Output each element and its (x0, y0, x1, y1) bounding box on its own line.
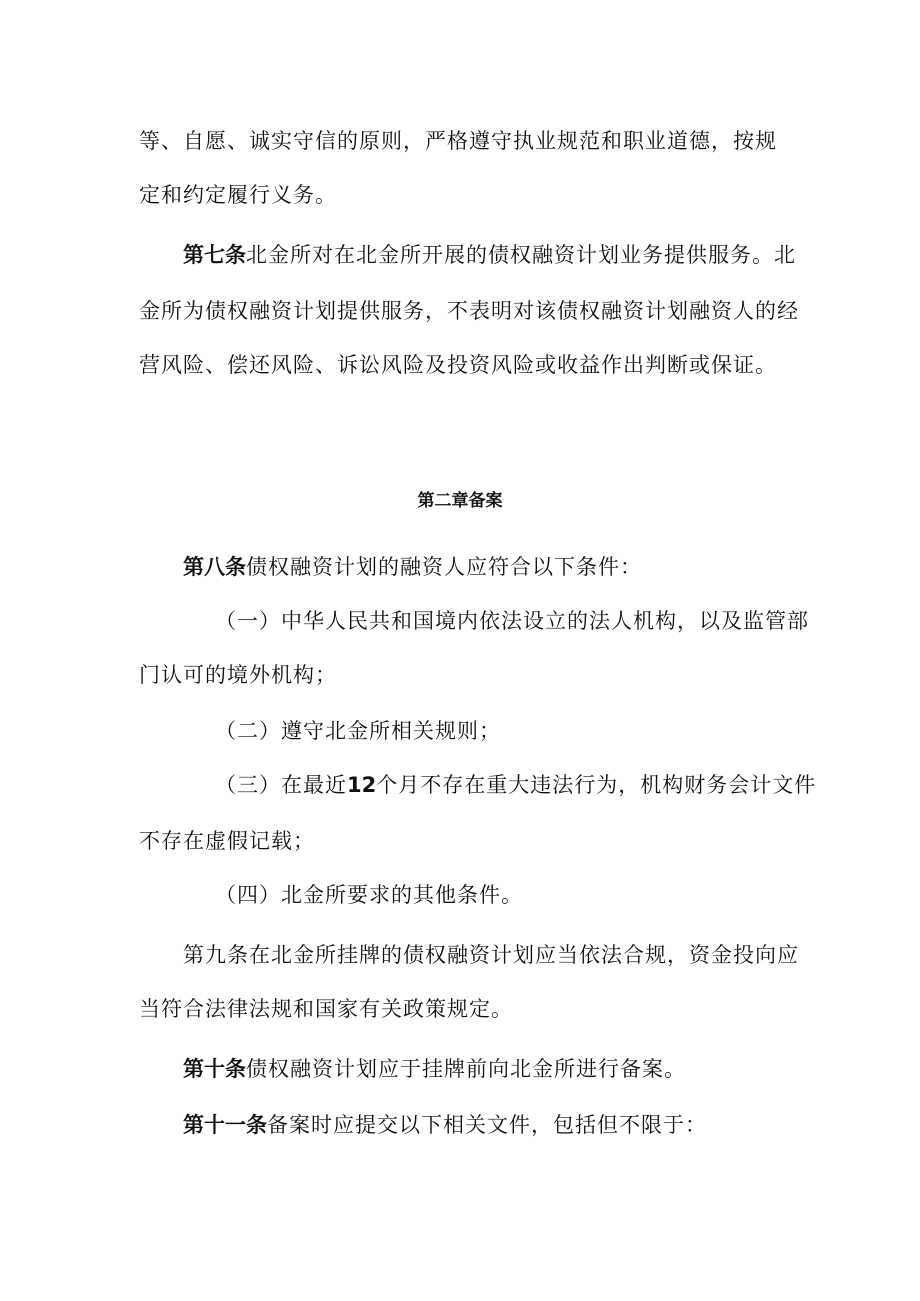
article-10 (183, 1054, 833, 1084)
paragraph-line: 营风险、偿还风险、诉讼风险及投资风险或收益作出判断或保证。 (139, 353, 777, 377)
condition-4: （四）北金所要求的其他条件。 (215, 883, 523, 907)
condition-3-line: 不存在虚假记载； (139, 829, 315, 853)
condition-3-line (215, 770, 865, 800)
article-8 (183, 552, 833, 582)
condition-3-pre: （三）在最近 (215, 773, 347, 797)
condition-3-number: 12 (347, 773, 377, 797)
article-7-label: 第七条 (183, 243, 246, 267)
paragraph-line: 等、自愿、诚实守信的原则，严格遵守执业规范和职业道德，按规 (139, 129, 777, 153)
paragraph-line: 定和约定履行义务。 (139, 183, 337, 207)
condition-1-line: 门认可的境外机构； (139, 663, 337, 687)
article-8-label: 第八条 (183, 555, 246, 579)
paragraph-line: 金所为债权融资计划提供服务，不表明对该债权融资计划融资人的经 (139, 299, 799, 323)
article-10-label: 第十条 (183, 1057, 246, 1081)
article-8-text: 债权融资计划的融资人应符合以下条件： (246, 555, 642, 579)
article-11-label: 第十一条 (183, 1113, 267, 1137)
article-9-line: 第九条在北金所挂牌的债权融资计划应当依法合规，资金投向应 (183, 943, 799, 967)
condition-3-post: 个月不存在重大违法行为，机构财务会计文件 (376, 773, 817, 797)
article-11 (183, 1110, 833, 1140)
condition-2: （二）遵守北金所相关规则； (215, 719, 501, 743)
article-10-text: 债权融资计划应于挂牌前向北金所进行备案。 (246, 1057, 686, 1081)
article-9-line: 当符合法律法规和国家有关政策规定。 (139, 997, 513, 1021)
chapter-title: 第二章备案 (417, 491, 503, 511)
article-11-text: 备案时应提交以下相关文件，包括但不限于： (267, 1113, 707, 1137)
article-7-text: 北金所对在北金所开展的债权融资计划业务提供服务。北 (246, 243, 796, 267)
article-7 (183, 240, 833, 270)
condition-1-line: （一）中华人民共和国境内依法设立的法人机构，以及监管部 (215, 609, 809, 633)
